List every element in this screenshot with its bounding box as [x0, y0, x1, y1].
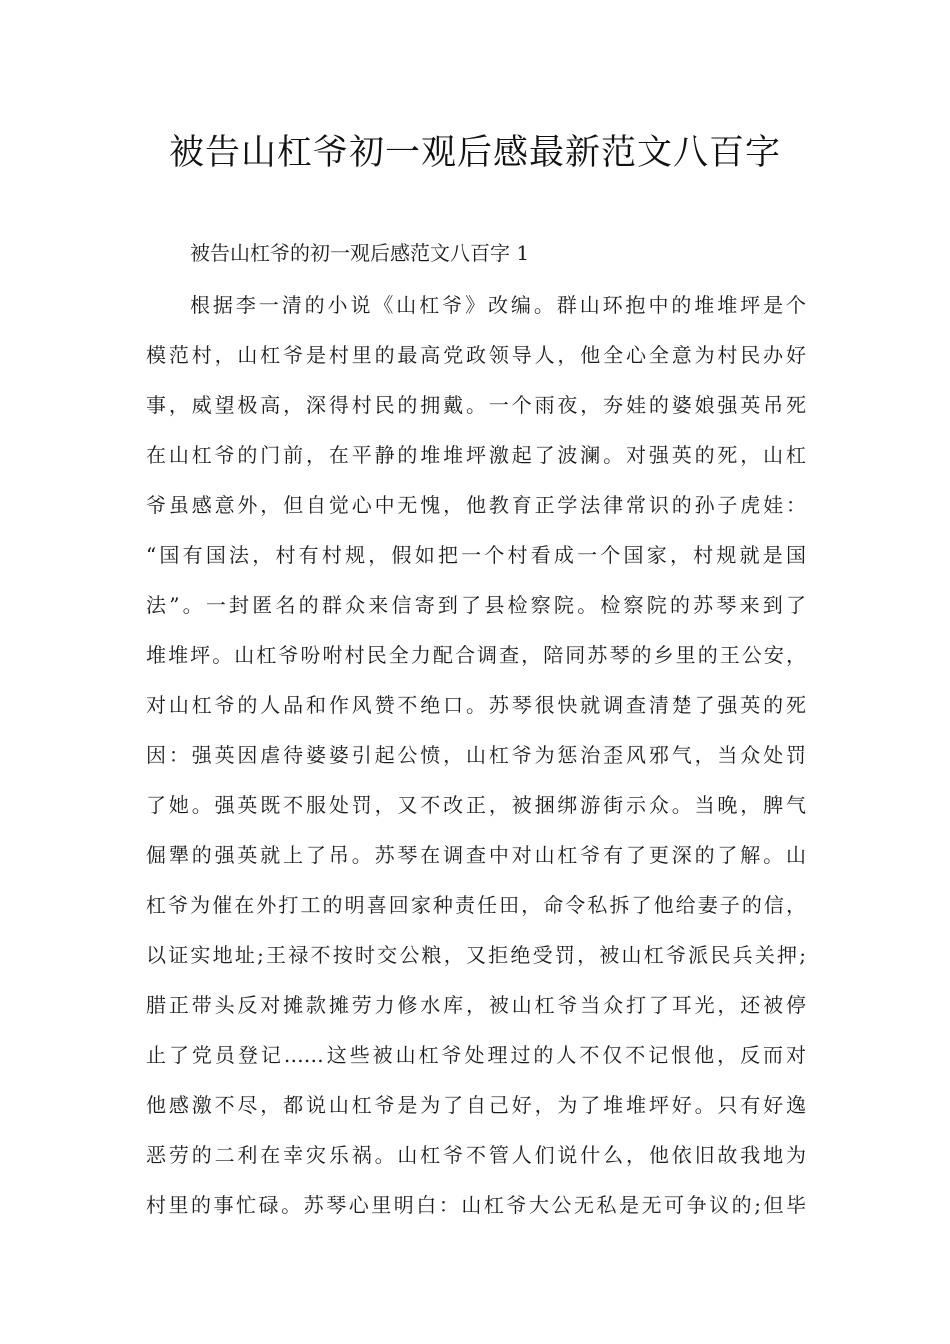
text-line: 杠爷为催在外打工的明喜回家种责任田，命令私拆了他给妻子的信， — [146, 893, 806, 917]
text-line: 了她。强英既不服处罚，又不改正，被捆绑游街示众。当晚，脾气 — [146, 793, 806, 817]
document-title: 被告山杠爷初一观后感最新范文八百字 — [168, 133, 781, 173]
section-heading: 被告山杠爷的初一观后感范文八百字 1 — [190, 241, 530, 265]
text-line: 法”。一封匿名的群众来信寄到了县检察院。检察院的苏琴来到了 — [146, 593, 806, 617]
text-line: 倔犟的强英就上了吊。苏琴在调查中对山杠爷有了更深的了解。山 — [146, 843, 806, 867]
text-line: 对山杠爷的人品和作风赞不绝口。苏琴很快就调查清楚了强英的死 — [146, 693, 806, 717]
body-paragraph — [146, 280, 806, 1230]
text-line: 事，威望极高，深得村民的拥戴。一个雨夜，夯娃的婆娘强英吊死 — [146, 393, 806, 417]
text-line: “国有国法，村有村规，假如把一个村看成一个国家，村规就是国 — [146, 543, 806, 567]
text-line: 他感激不尽，都说山杠爷是为了自己好，为了堆堆坪好。只有好逸 — [146, 1093, 806, 1117]
text-line: 模范村，山杠爷是村里的最高党政领导人，他全心全意为村民办好 — [146, 343, 806, 367]
text-line: 村里的事忙碌。苏琴心里明白：山杠爷大公无私是无可争议的;但毕 — [146, 1193, 806, 1217]
text-line: 堆堆坪。山杠爷吩咐村民全力配合调查，陪同苏琴的乡里的王公安， — [146, 643, 806, 667]
text-line: 恶劳的二利在幸灾乐祸。山杠爷不管人们说什么，他依旧故我地为 — [146, 1143, 806, 1167]
text-line: 因：强英因虐待婆婆引起公愤，山杠爷为惩治歪风邪气，当众处罚 — [146, 743, 806, 767]
text-line: 腊正带头反对摊款摊劳力修水库，被山杠爷当众打了耳光，还被停 — [146, 993, 806, 1017]
text-line: 在山杠爷的门前，在平静的堆堆坪激起了波澜。对强英的死，山杠 — [146, 443, 806, 467]
text-line: 止了党员登记……这些被山杠爷处理过的人不仅不记恨他，反而对 — [146, 1043, 806, 1067]
text-line: 以证实地址;王禄不按时交公粮，又拒绝受罚，被山杠爷派民兵关押; — [146, 943, 806, 967]
text-line: 根据李一清的小说《山杠爷》改编。群山环抱中的堆堆坪是个 — [190, 293, 806, 317]
text-line: 爷虽感意外，但自觉心中无愧，他教育正学法律常识的孙子虎娃： — [146, 493, 806, 517]
